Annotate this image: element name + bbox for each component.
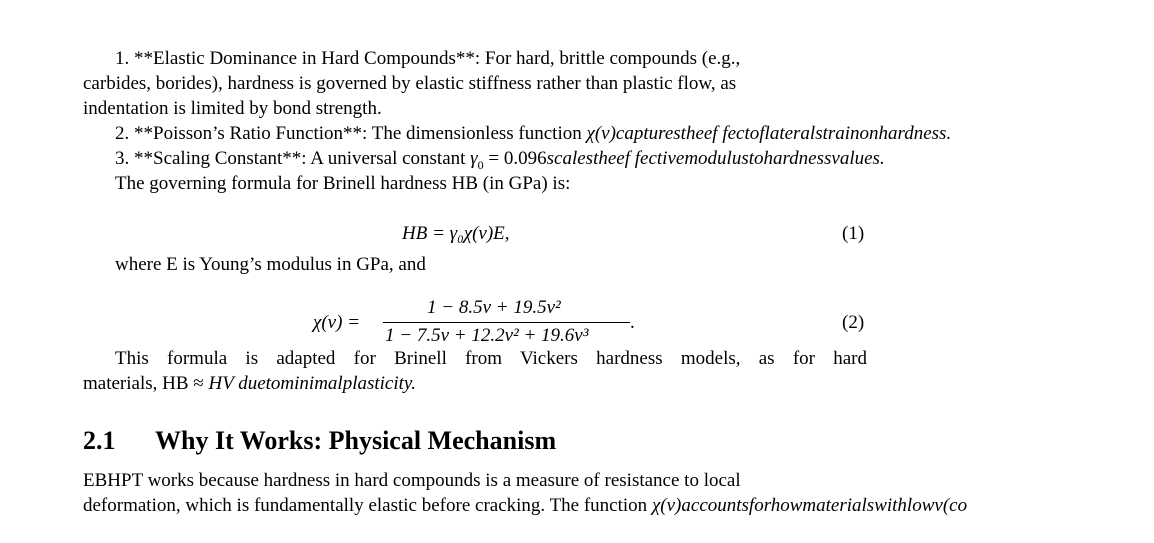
section-title: Why It Works: Physical Mechanism (155, 426, 557, 455)
adapted-line-2-text: materials, HB ≈ (83, 373, 209, 394)
equation-1: HB = γ₀χ(ν)E, (402, 223, 510, 244)
list-item-1-line-1: 1. **Elastic Dominance in Hard Compounds**: For hard, brittle compounds (e.g., (115, 48, 741, 69)
works-paragraph-line-2 (83, 495, 967, 517)
list-item-3-text: 3. **Scaling Constant**: A universal constant (115, 148, 471, 169)
list-item-1-line-3: indentation is limited by bond strength. (83, 98, 382, 119)
equation-2-number: (2) (842, 312, 865, 333)
constant-value: = 0.096 (483, 148, 547, 169)
section-heading (83, 426, 556, 456)
works-line-2-math: χ(ν)accountsforhowmaterialswithlowν(co (651, 495, 968, 516)
works-paragraph-line-1: EBHPT works because hardness in hard compounds is a measure of resistance to local (83, 470, 741, 491)
equation-1-number: (1) (842, 223, 865, 244)
list-item-2 (115, 123, 951, 145)
adapted-paragraph-line-2 (83, 373, 416, 395)
works-line-2-text: deformation, which is fundamentally elastic before cracking. The function (83, 495, 652, 516)
equation-2-lhs: χ(ν) = (313, 312, 361, 333)
intro-paragraph: The governing formula for Brinell hardness HB (in GPa) is: (115, 173, 571, 194)
gamma-subscript: 0 (477, 157, 484, 172)
adapted-line-2-math: HV duetominimalplasticity. (208, 373, 417, 394)
list-item-2-text: 2. **Poisson’s Ratio Function**: The dimensionless function (115, 123, 587, 144)
section-number: 2.1 (83, 426, 116, 455)
gamma-symbol: γ (470, 148, 478, 169)
fraction-bar (383, 322, 630, 323)
list-item-3-math: scalestheef fectivemodulustohardnessvalues. (546, 148, 885, 169)
equation-2-period: . (630, 312, 635, 333)
adapted-paragraph-line-1: This formula is adapted for Brinell from Vickers hardness models, as for hard (115, 348, 867, 369)
equation-2-denominator: 1 − 7.5ν + 12.2ν² + 19.6ν³ (385, 325, 589, 346)
list-item-2-math: χ(ν)capturestheef fectoflateralstrainonhardness. (586, 123, 952, 144)
list-item-1-line-2: carbides, borides), hardness is governed by elastic stiffness rather than plastic flow, as (83, 73, 737, 94)
equation-2-numerator: 1 − 8.5ν + 19.5ν² (427, 297, 561, 318)
list-item-3 (115, 148, 885, 176)
where-paragraph: where E is Young’s modulus in GPa, and (115, 254, 426, 275)
